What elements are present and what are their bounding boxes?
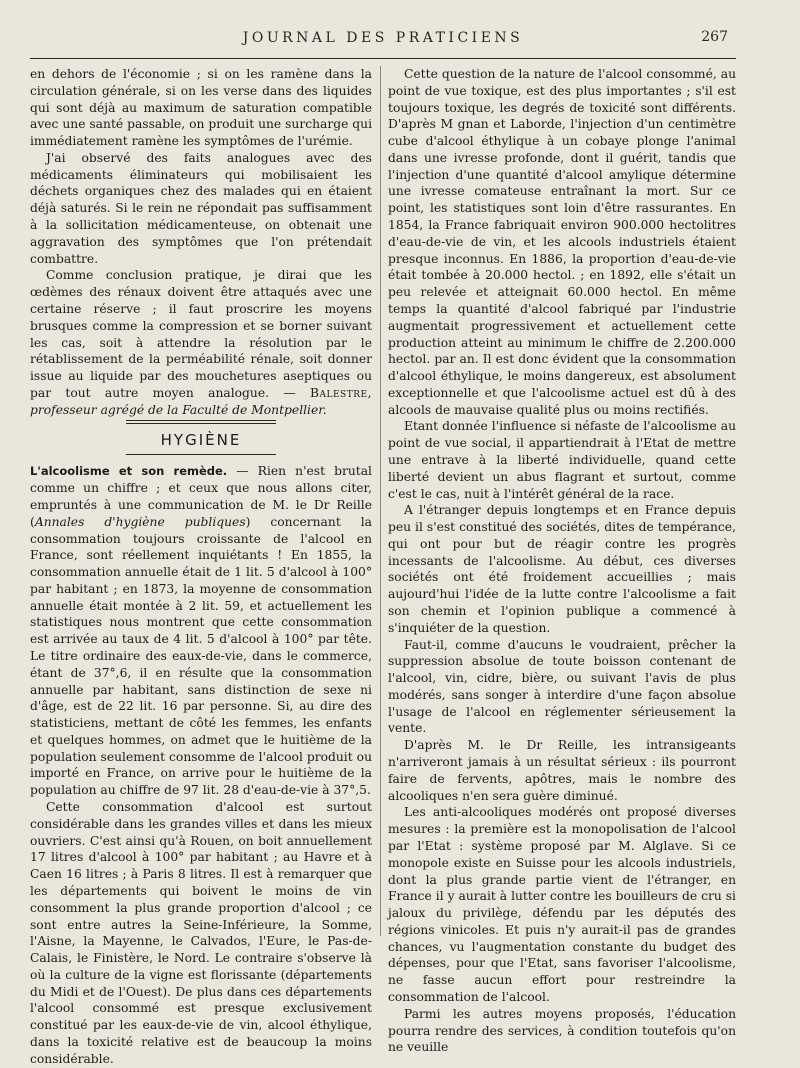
paragraph: en dehors de l'économie ; si on les ramène dans la circulation générale, si on les verse dans des liquides qui sont déjà au maximum de saturation compatible avec une santé passable, on produit une surcharge qui immédiatement ramène les symptômes de l'urémie. [30, 67, 373, 149]
paragraph: Parmi les autres moyens proposés, l'éducation pourra rendre des services, à condition toutefois qu'on ne veuille [388, 1006, 736, 1055]
paragraph-text: ) concernant la consommation toujours croissante de l'alcool en France, sont réellement inquiétants ! En 1855, la consommation annuelle était de 1 lit. 5 d'alcool à 100° par habitant ; en 1873, la moyenne de consommation annuelle était montée à 2 lit. 59, et actuellement les statistiques nous montrent que cette consommation est arrivée au taux de 4 lit. 5 d'alcool à 100° par tête. Le titre ordinaire des eaux-de-vie, dans le commerce, étant de 37°,6, il en résulte que la consommation annuelle par habitant, sans distinction de sexe ni d'âge, est de 22 lit. 16 par personne. Si, au dire des statisticiens, mettant de côté les femmes, les enfants et quelques hommes, on admet que le huitième de la population seulement consomme de l'alcool produit ou importé en France, on arrive pour le huitième de la population au chiffre de 97 lit. 28 d'eau-de-vie à 37°,5. [30, 514, 372, 798]
paragraph: Cette consommation d'alcool est surtout considérable dans les grandes villes et dans les mieux ouvriers. C'est ainsi qu'à Rouen, on boit annuellement 17 litres d'alcool à 100° par habitant ; au Havre et à Caen 16 litres ; à Paris 8 litres. Il est à remarquer que les départements qui boivent le moins de vin consomment la plus grande proportion d'alcool ; ce sont entre autres la Seine-Inférieure, la Somme, l'Aisne, la Mayenne, le Calvados, l'Eure, le Pas-de-Calais, le Finistère, le Nord. Le contraire s'observe là où la culture de la vigne est florissante (départements du Midi et de l'Ouest). De plus dans ces départements l'alcool consommé est presque exclusivement constitué par les eaux-de-vie de vin, alcool éthylique, dans la toxicité relative est de beaucoup la moins considérable. [30, 800, 372, 1066]
page-number: 267 [701, 29, 728, 45]
paragraph: J'ai observé des faits analogues avec des médicaments éliminateurs qui mobilisaient les déchets organiques chez des malades qui en étaient déjà saturés. Si le rein ne répondait pas suffisamment à la sollicitation médicamenteuse, on obtenait une aggravation des symptômes que l'on prétendait combattre. [30, 150, 372, 266]
paragraph [30, 267, 372, 418]
article-paragraph [30, 463, 372, 799]
paragraph-text: Comme conclusion pratique, je dirai que les œdèmes des rénaux doivent être attaqués avec une certaine réserve ; il faut proscrire les moyens brusques comme la compression et se borner suivant les cas, soit à attendre la résolution par le rétablissement de la perméabilité rénale, soit donner issue au liquide par des mouchetures aseptiques ou par tout autre moyen analogue. — [30, 268, 372, 400]
paragraph-text: — Rien n'est brutal comme un chiffre ; et ceux que nous allons citer, empruntés à une communication de M. le Dr Reille ( [30, 464, 372, 529]
paragraph: D'après M. le Dr Reille, les intransigeants n'arriveront jamais à un résultat sérieux : ils pourront faire de fervents, apôtres, mais le nombre des alcooliques n'en sera guère diminué. [388, 738, 736, 803]
author-title: professeur agrégé de la Faculté de Montpellier. [30, 402, 327, 417]
paragraph: Cette question de la nature de l'alcool consommé, au point de vue toxique, est des plus importantes ; s'il est toujours toxique, les degrés de toxicité sont différents. D'après M gnan et Laborde, l'injection d'un centimètre cube d'alcool éthylique à un cobaye plonge l'animal dans une ivresse profonde, dont il guérit, tandis que l'injection d'une quantité d'alcool amylique détermine une ivresse comateuse entraînant la mort. Sur ce point, les statistiques sont loin d'être rassurantes. En 1854, la France fabriquait environ 900.000 hectolitres d'eau-de-vie de vin, et les alcools industriels étaient presque inconnus. En 1886, la proportion d'eau-de-vie était tombée à 20.000 hectol. ; en 1892, elle s'était un peu relevée et atteignait 60.000 hectol. En même temps la quantité d'alcool fabriqué par l'industrie augmentait progressivement et actuellement cette production atteint au minimum le chiffre de 2.200.000 hectol. par an. Il est donc évident que la consommation d'alcool éthylique, le moins dangereux, est absolument exceptionnelle et que l'alcoolisme actuel est dû à des alcools de mauvaise qualité plus ou moins rectifiés. [388, 67, 736, 417]
page-header [30, 26, 736, 59]
paragraph: Faut-il, comme d'aucuns le voudraient, prêcher la suppression absolue de toute boisson contenant de l'alcool, vin, cidre, bière, ou suivant l'avis de plus modérés, sans songer à interdire d'une façon absolue l'usage de l'alcool en réglementer sérieusement la vente. [388, 637, 736, 736]
paragraph: Les anti-alcooliques modérés ont proposé diverses mesures : la première est la monopolisation de l'alcool par l'Etat : système proposé par M. Alglave. Si ce monopole existe en Suisse pour les alcools industriels, dont la plus grande partie vient de l'étranger, en France il y aurait à lutter contre les bouilleurs de cru si jaloux du privilège, défendu par les députés des régions vinicoles. Et puis n'y aurait-il pas de grandes chances, vu l'augmentation constante du budget des dépenses, pour que l'Etat, sans favoriser l'alcoolisme, ne fasse aucun effort pour restreindre la consommation de l'alcool. [388, 805, 736, 1004]
section-rule-top [126, 420, 276, 424]
left-column [30, 66, 372, 1068]
column-divider [380, 66, 381, 936]
author-signature: Balestre, [309, 385, 372, 400]
paragraph: Etant donnée l'influence si néfaste de l'alcoolisme au point de vue social, il appartiendrait à l'Etat de mettre une entrave à la liberté individuelle, quand cette liberté devient un abus flagrant et surtout, comme c'est le cas, nuit à l'intérêt général de la race. [388, 419, 736, 501]
running-title: JOURNAL DES PRATICIENS [242, 30, 524, 46]
right-column [388, 66, 736, 1056]
section-rule-bottom [126, 454, 276, 455]
journal-name: Annales d'hygiène publiques [34, 514, 246, 529]
section-heading: HYGIÈNE [160, 431, 242, 450]
paragraph: A l'étranger depuis longtemps et en France depuis peu il s'est constitué des sociétés, dites de tempérance, qui ont pour but de réagir contre les progrès incessants de l'alcoolisme. Au début, ces diverses sociétés ont été froidement accueillies ; mais aujourd'hui l'idée de la lutte contre l'alcoolisme a fait son chemin et l'opinion publique a commencé à s'inquiéter de la question. [388, 503, 736, 635]
article-title: L'alcoolisme et son remède. [30, 464, 228, 479]
